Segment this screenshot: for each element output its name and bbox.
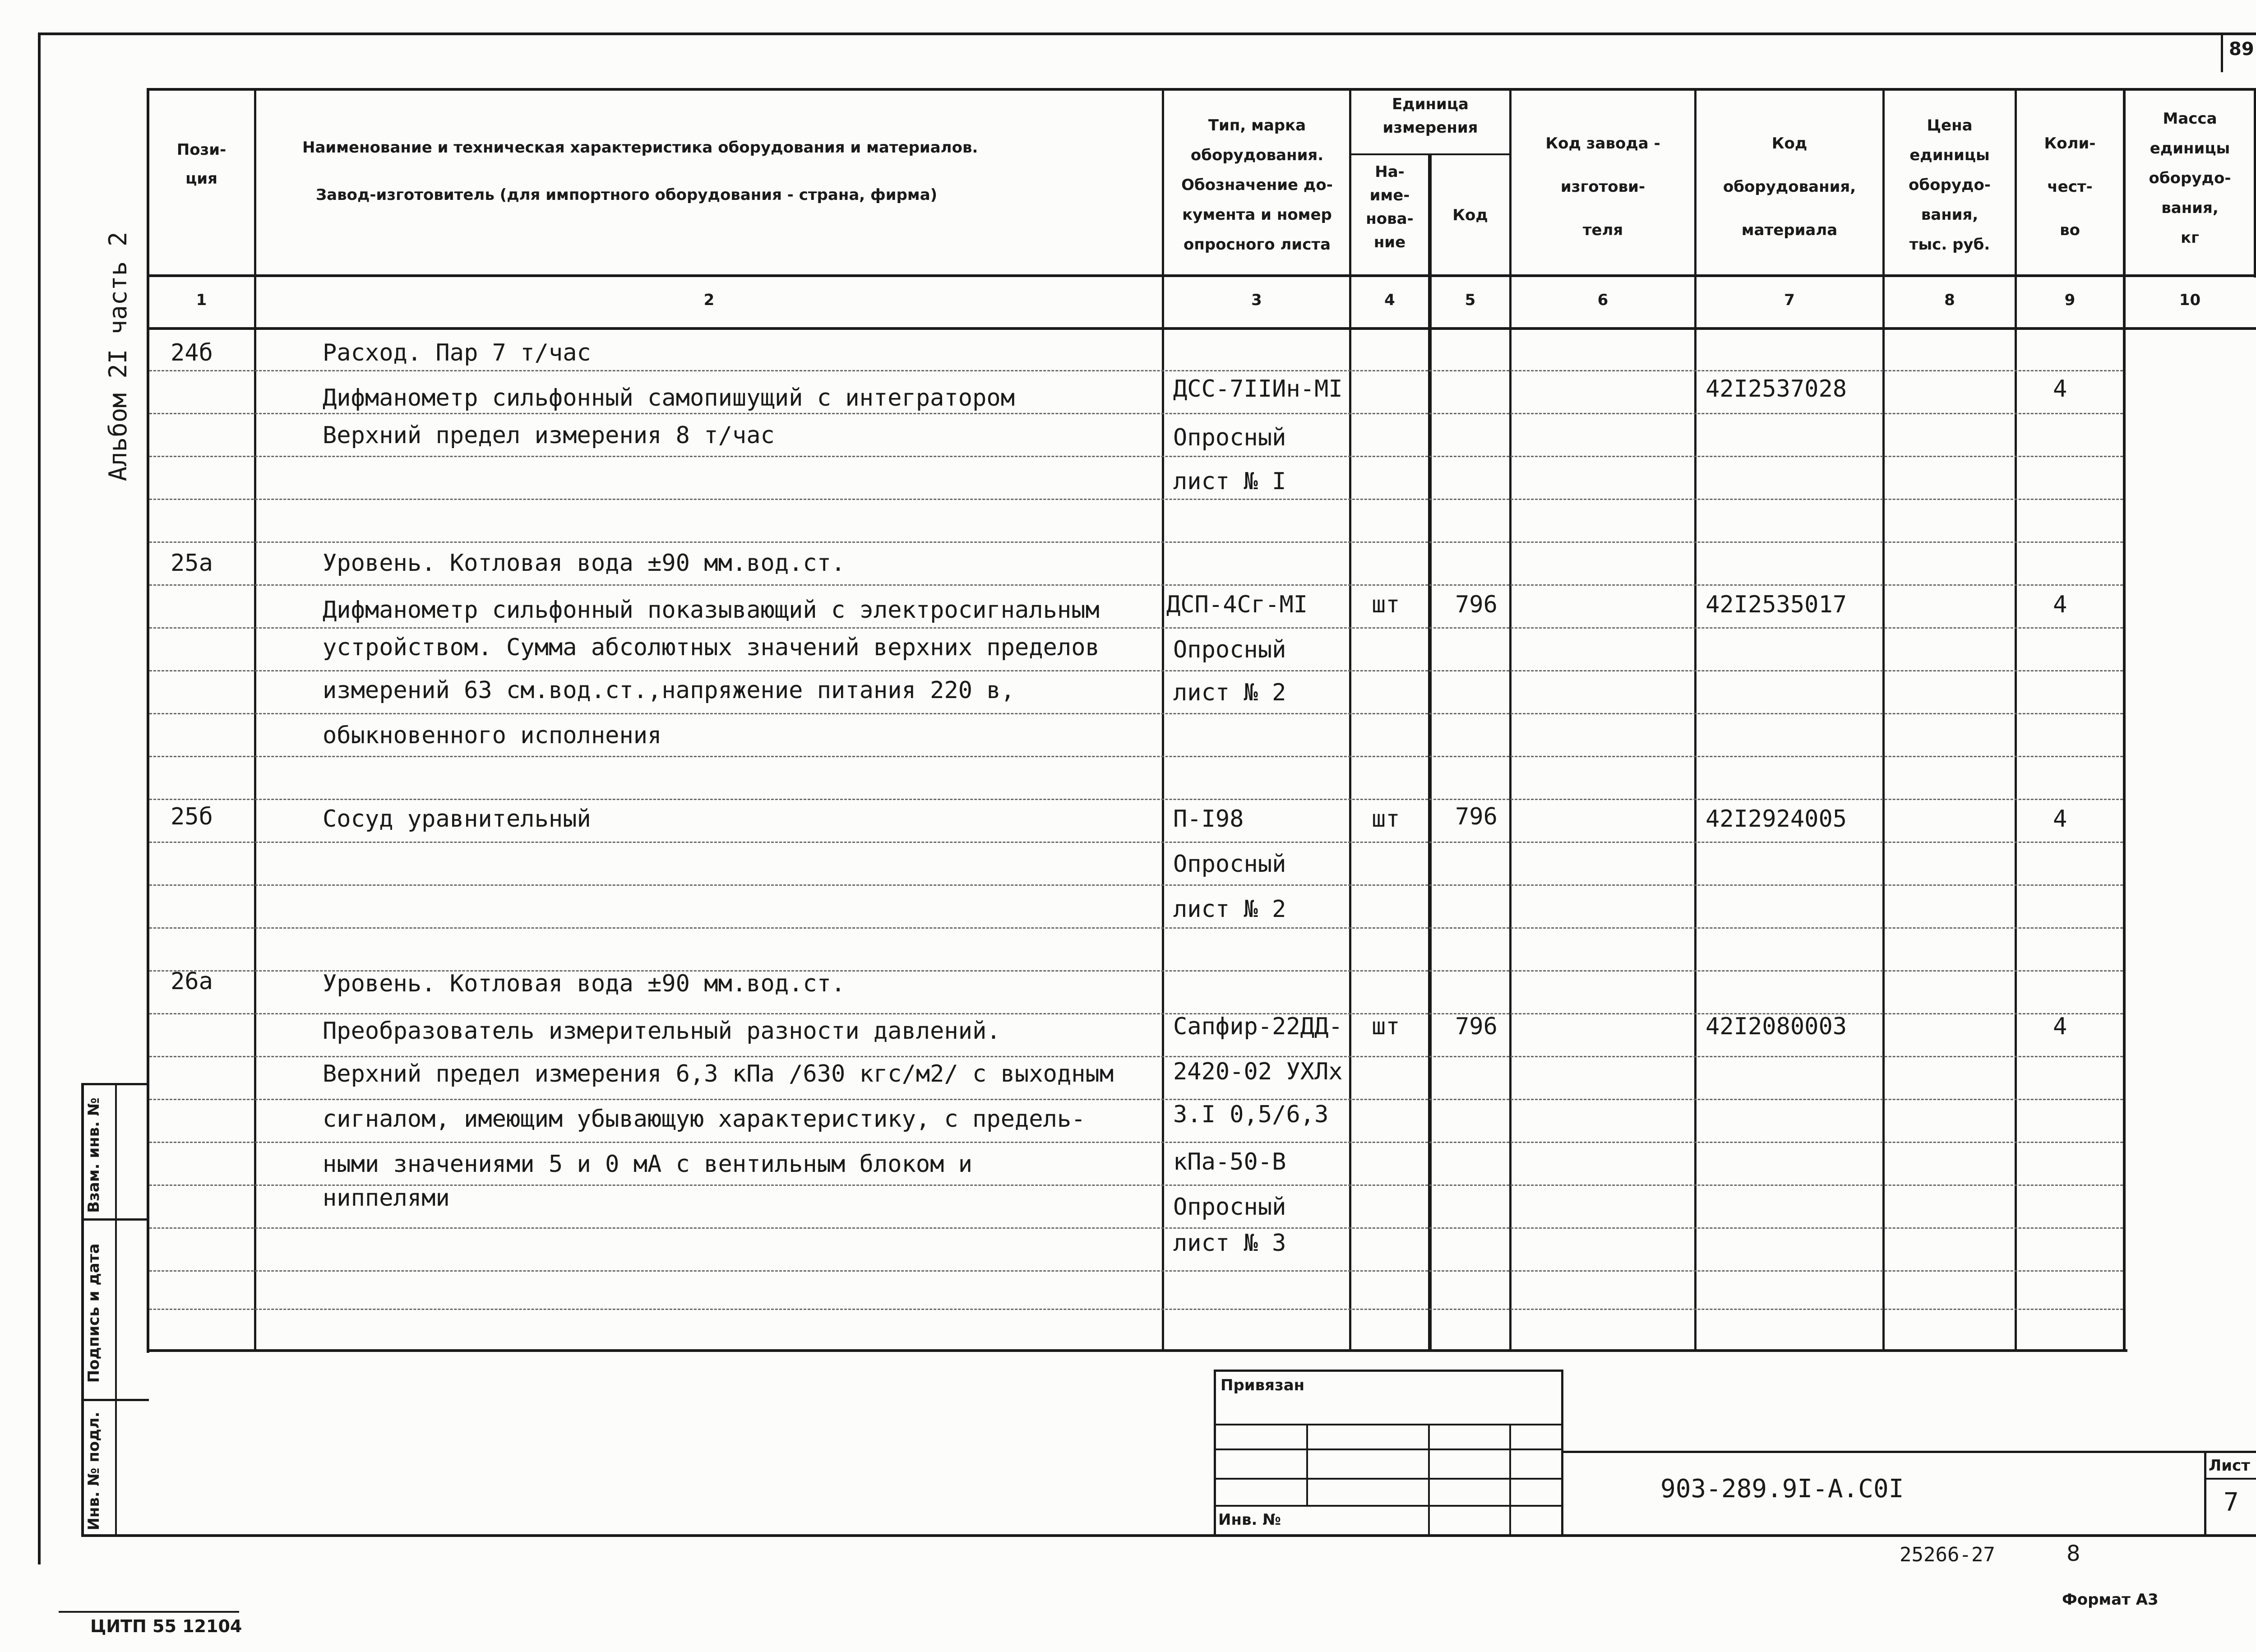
row-quantity: 4 <box>2053 375 2067 403</box>
header-mass: Масса единицы оборудо- вания, кг <box>2149 110 2231 247</box>
table-top <box>147 88 2256 91</box>
table-bottom <box>147 1349 2127 1352</box>
colnum-8: 8 <box>1944 291 1955 309</box>
col-sep-6 <box>1694 88 1697 1351</box>
row-name: Сосуд уравнительный <box>323 805 591 833</box>
stamp-left <box>1214 1370 1216 1536</box>
row-divider <box>149 627 2123 629</box>
colnum-10: 10 <box>2179 291 2201 309</box>
row-divider <box>149 541 2123 543</box>
order-number: 25266-27 <box>1900 1543 1995 1566</box>
stamp-col-1 <box>1306 1424 1308 1505</box>
row-type: лист № 2 <box>1173 896 1286 923</box>
row-type: Сапфир-22ДД- <box>1173 1013 1343 1040</box>
row-name: Дифманометр сильфонный показывающий с электросигнальным <box>323 597 1100 624</box>
header-maker-code: Код завода - изготови- теля <box>1545 134 1660 239</box>
frame-bottom <box>81 1534 2256 1537</box>
row-name: Верхний предел измерения 8 т/час <box>323 422 775 449</box>
row-divider <box>149 1270 2123 1272</box>
header-bottom <box>147 274 2256 277</box>
col-sep-4 <box>1428 153 1432 1351</box>
colnum-bottom <box>147 327 2256 330</box>
col-sep-9 <box>2123 88 2126 1351</box>
colnum-5: 5 <box>1465 291 1476 309</box>
row-unit: шт <box>1372 591 1400 618</box>
row-name: устройством. Сумма абсолютных значений верхних пределов <box>323 634 1100 661</box>
colnum-4: 4 <box>1384 291 1395 309</box>
row-type: лист № 3 <box>1173 1230 1286 1257</box>
row-divider <box>149 1309 2123 1310</box>
page-mark: 89 <box>2229 39 2254 60</box>
frame-left <box>38 32 41 1564</box>
row-name: ниппелями <box>323 1185 450 1212</box>
row-divider <box>149 1099 2123 1100</box>
header-equip-code: Код оборудования, материала <box>1723 134 1856 239</box>
row-divider <box>149 927 2123 929</box>
row-type: Опросный <box>1173 851 1286 878</box>
unit-group-line <box>1349 153 1509 155</box>
row-name: Верхний предел измерения 6,3 кПа /630 кгс/м2/ с выходным <box>323 1060 1114 1087</box>
row-name: обыкновенного исполнения <box>323 722 662 749</box>
row-divider <box>149 713 2123 714</box>
row-divider <box>149 1227 2123 1229</box>
row-divider <box>149 799 2123 800</box>
stamp-col-3 <box>1509 1424 1511 1536</box>
row-divider <box>149 842 2123 843</box>
row-name: измерений 63 см.вод.ст.,напряжение питания 220 в, <box>323 677 1015 704</box>
row-type: Опросный <box>1173 636 1286 663</box>
colnum-2: 2 <box>703 291 715 309</box>
stamp-right <box>1561 1370 1563 1536</box>
col-sep-1 <box>254 88 256 1351</box>
row-type: П-I98 <box>1173 805 1244 833</box>
header-unit-name: На- име- нова- ние <box>1366 163 1414 251</box>
format-label: Формат А3 <box>2062 1591 2159 1609</box>
row-name: ными значениями 5 и 0 мА с вентильным блоком и <box>323 1151 973 1178</box>
row-divider <box>149 499 2123 500</box>
row-divider <box>149 884 2123 886</box>
row-divider <box>149 670 2123 671</box>
album-label: Альбом 2I часть 2 <box>104 231 132 481</box>
stamp-top <box>1214 1370 1563 1372</box>
row-equip-code: 42I2537028 <box>1706 375 1847 403</box>
row-type: кПа-50-В <box>1173 1148 1286 1175</box>
row-name: Уровень. Котловая вода ±90 мм.вод.ст. <box>323 550 846 577</box>
row-unit: шт <box>1372 1013 1400 1040</box>
row-equip-code: 42I2080003 <box>1706 1013 1847 1040</box>
row-divider <box>149 1142 2123 1143</box>
row-name: Расход. Пар 7 т/час <box>323 339 591 366</box>
row-divider <box>149 456 2123 457</box>
row-divider <box>149 1056 2123 1057</box>
header-quantity: Коли- чест- во <box>2044 134 2096 239</box>
row-quantity: 4 <box>2053 805 2067 833</box>
row-type: Опросный <box>1173 424 1286 451</box>
strip-left <box>81 1083 84 1537</box>
col-sep-3 <box>1349 88 1351 1351</box>
row-type: лист № I <box>1173 468 1286 495</box>
row-type: ДСС-7IIИн-МI <box>1173 375 1343 403</box>
colnum-9: 9 <box>2064 291 2076 309</box>
title-block-top <box>1563 1451 2256 1453</box>
row-unit: шт <box>1372 805 1400 833</box>
header-name-line2: Завод-изготовитель (для импортного оборудования - страна, фирма) <box>316 186 938 204</box>
colnum-1: 1 <box>196 291 207 309</box>
col-sep-2 <box>1162 88 1164 1351</box>
row-type: 3.I 0,5/6,3 <box>1173 1101 1329 1128</box>
strip-label-replace: Взам. инв. № <box>85 1097 103 1213</box>
row-position: 24б <box>171 339 213 366</box>
row-quantity: 4 <box>2053 1013 2067 1040</box>
strip-label-orig-inv: Инв. № подл. <box>85 1411 103 1531</box>
colnum-7: 7 <box>1784 291 1795 309</box>
row-type: ДСП-4Сг-МI <box>1166 591 1308 618</box>
col-sep-8 <box>2015 88 2017 1351</box>
order-page: 8 <box>2066 1541 2080 1566</box>
row-divider <box>149 413 2123 414</box>
row-type: 2420-02 УХЛx <box>1173 1058 1343 1085</box>
row-name: сигналом, имеющим убывающую характеристику, с предель- <box>323 1106 1086 1133</box>
row-type: Опросный <box>1173 1194 1286 1221</box>
strip-inner <box>115 1083 117 1537</box>
stamp-inv-label: Инв. № <box>1218 1511 1281 1529</box>
frame-top <box>38 32 2256 35</box>
table-left <box>147 88 149 1353</box>
row-position: 25б <box>171 803 213 830</box>
header-position: Пози- ция <box>176 141 227 188</box>
row-equip-code: 42I2535017 <box>1706 591 1847 618</box>
colnum-3: 3 <box>1251 291 1262 309</box>
header-name-line1: Наименование и техническая характеристика оборудования и материалов. <box>302 139 978 157</box>
header-type: Тип, марка оборудования. Обозначение до- кумента и номер опросного листа <box>1181 116 1333 254</box>
sheet-box-left <box>2204 1451 2206 1536</box>
row-name: Преобразователь измерительный разности давлений. <box>323 1018 1001 1045</box>
row-unit-code: 796 <box>1455 591 1498 618</box>
footer-rule <box>59 1611 239 1613</box>
col-sep-5 <box>1509 88 1512 1351</box>
document-number: 903-289.9I-A.C0I <box>1660 1474 1904 1504</box>
page-mark-tick <box>2221 35 2223 72</box>
row-position: 26а <box>171 968 213 995</box>
sheet-number: 7 <box>2224 1488 2239 1517</box>
row-unit-code: 796 <box>1455 1013 1498 1040</box>
row-unit-code: 796 <box>1455 803 1498 830</box>
row-divider <box>149 584 2123 586</box>
row-position: 25а <box>171 550 213 577</box>
row-divider <box>149 756 2123 757</box>
stamp-col-2 <box>1428 1424 1430 1536</box>
col-sep-7 <box>1882 88 1885 1351</box>
stamp-bound-label: Привязан <box>1220 1376 1305 1394</box>
strip-label-signature: Подпись и дата <box>85 1243 103 1383</box>
row-equip-code: 42I2924005 <box>1706 805 1847 833</box>
row-quantity: 4 <box>2053 591 2067 618</box>
row-name: Уровень. Котловая вода ±90 мм.вод.ст. <box>323 970 846 997</box>
row-divider <box>149 370 2123 371</box>
org-label: ЦИТП 55 12104 <box>90 1616 242 1636</box>
sheet-label: Лист <box>2209 1457 2250 1475</box>
row-name: Дифманометр сильфонный самопишущий с интегратором <box>323 384 1015 412</box>
colnum-6: 6 <box>1597 291 1609 309</box>
sheet-box-sep <box>2204 1478 2256 1480</box>
header-unit-code: Код <box>1452 206 1488 224</box>
row-type: лист № 2 <box>1173 679 1286 706</box>
header-price: Цена единицы оборудо- вания, тыс. руб. <box>1909 116 1991 254</box>
header-unit-group: Единица измерения <box>1382 95 1478 137</box>
